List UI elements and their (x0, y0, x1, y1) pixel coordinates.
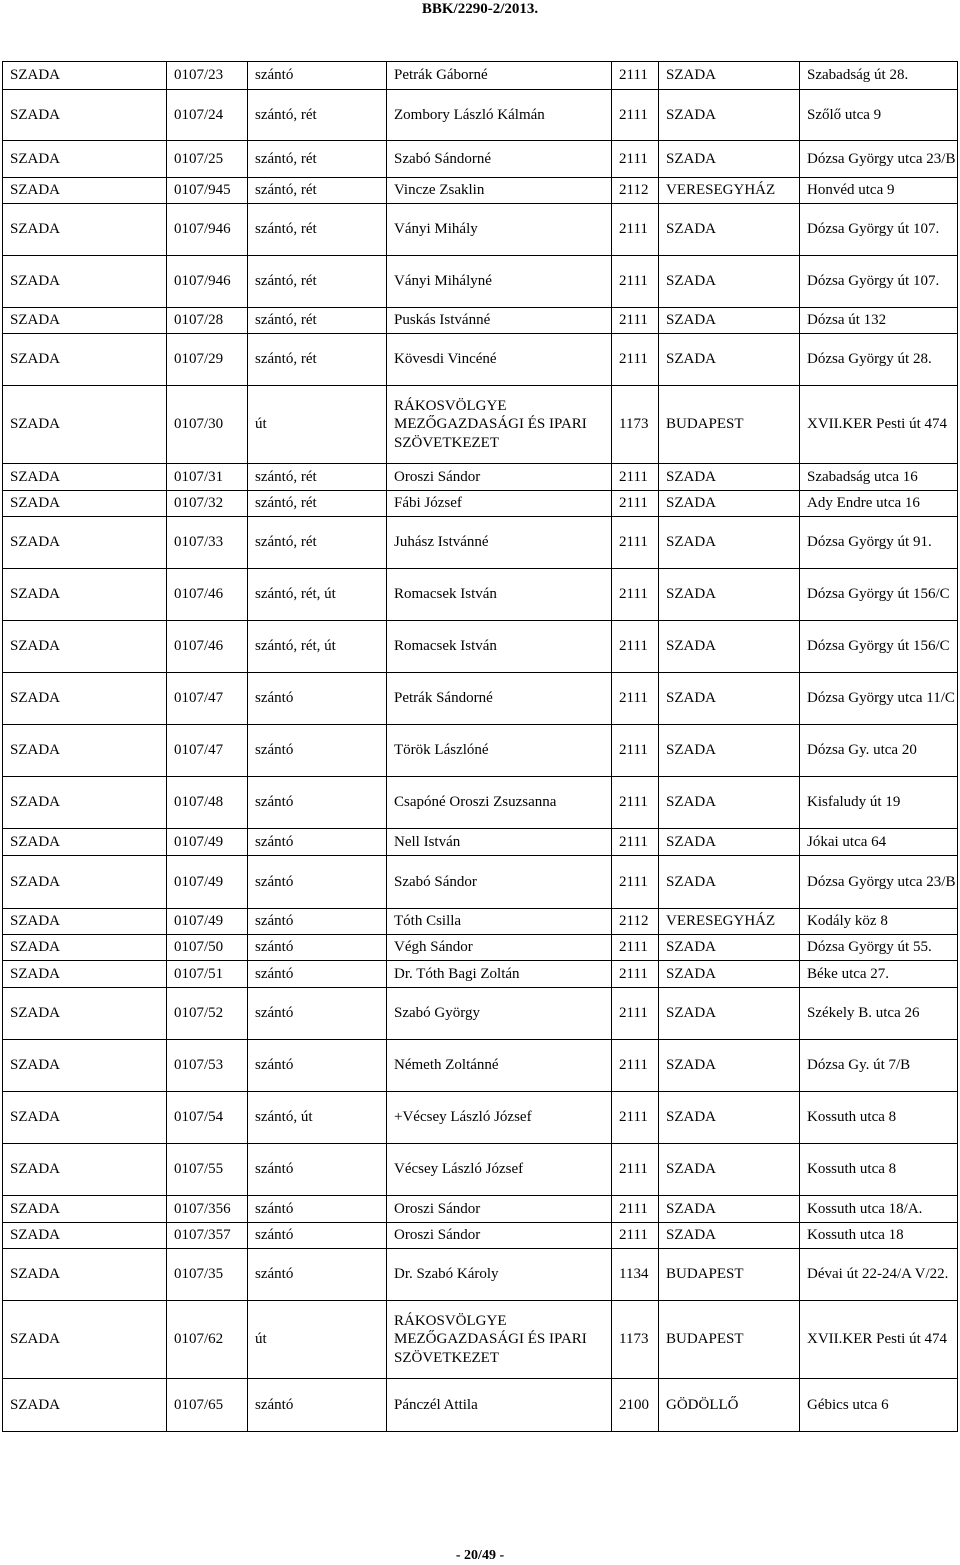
city-cell: SZADA (659, 673, 800, 725)
city-cell: SZADA (659, 256, 800, 308)
postal-code-cell: 2111 (612, 141, 659, 178)
city-cell: SZADA (659, 308, 800, 334)
postal-code-cell: 2111 (612, 569, 659, 621)
municipality-cell: SZADA (3, 1249, 167, 1301)
municipality-cell: SZADA (3, 988, 167, 1040)
page-number: - 20/49 - (455, 1548, 505, 1563)
land-use-cell: szántó (248, 856, 387, 909)
city-cell: SZADA (659, 464, 800, 491)
postal-code-cell: 2111 (612, 988, 659, 1040)
address-cell: Dózsa György út 55. (800, 935, 958, 961)
table-row (3, 829, 958, 856)
municipality-cell: SZADA (3, 464, 167, 491)
table-row (3, 673, 958, 725)
owner-name-cell: Tóth Csilla (387, 909, 612, 935)
parcel-number-cell: 0107/53 (167, 1040, 248, 1092)
postal-code-cell: 2111 (612, 856, 659, 909)
parcel-number-cell: 0107/46 (167, 569, 248, 621)
city-cell: SZADA (659, 517, 800, 569)
land-use-cell: szántó, út (248, 1092, 387, 1144)
address-cell: Dózsa György út 156/C (800, 621, 958, 673)
owner-name-cell: Zombory László Kálmán (387, 90, 612, 141)
land-use-cell: szántó (248, 725, 387, 777)
city-cell: SZADA (659, 935, 800, 961)
address-cell: Dózsa György út 156/C (800, 569, 958, 621)
postal-code-cell: 2112 (612, 909, 659, 935)
address-cell: XVII.KER Pesti út 474 (800, 386, 958, 464)
owner-name-cell: Juhász Istvánné (387, 517, 612, 569)
municipality-cell: SZADA (3, 491, 167, 517)
address-cell: Ady Endre utca 16 (800, 491, 958, 517)
address-cell: Kossuth utca 8 (800, 1092, 958, 1144)
city-cell: SZADA (659, 1196, 800, 1223)
table-row (3, 1092, 958, 1144)
parcel-number-cell: 0107/54 (167, 1092, 248, 1144)
table-row (3, 464, 958, 491)
land-use-cell: szántó, rét, út (248, 569, 387, 621)
postal-code-cell: 2111 (612, 777, 659, 829)
owner-name-cell: Szabó Sándorné (387, 141, 612, 178)
land-use-cell: szántó (248, 988, 387, 1040)
owner-name-cell: Szabó Sándor (387, 856, 612, 909)
owner-name-cell: RÁKOSVÖLGYE MEZŐGAZDASÁGI ÉS IPARI SZÖVETKEZET (387, 1301, 612, 1379)
table-row (3, 909, 958, 935)
address-cell: Gébics utca 6 (800, 1379, 958, 1432)
municipality-cell: SZADA (3, 777, 167, 829)
address-cell: Dévai út 22-24/A V/22. (800, 1249, 958, 1301)
address-cell: Dózsa György utca 23/B (800, 141, 958, 178)
city-cell: SZADA (659, 856, 800, 909)
table-row (3, 491, 958, 517)
municipality-cell: SZADA (3, 829, 167, 856)
address-cell: Dózsa György utca 23/B (800, 856, 958, 909)
address-cell: Dózsa György út 107. (800, 204, 958, 256)
postal-code-cell: 2111 (612, 62, 659, 90)
table-row (3, 1144, 958, 1196)
parcel-number-cell: 0107/62 (167, 1301, 248, 1379)
table-row (3, 569, 958, 621)
land-use-cell: szántó, rét (248, 256, 387, 308)
owner-name-cell: Fábi József (387, 491, 612, 517)
owner-name-cell: RÁKOSVÖLGYE MEZŐGAZDASÁGI ÉS IPARI SZÖVETKEZET (387, 386, 612, 464)
city-cell: SZADA (659, 491, 800, 517)
postal-code-cell: 2111 (612, 1223, 659, 1249)
parcel-number-cell: 0107/65 (167, 1379, 248, 1432)
owner-name-cell: Török Lászlóné (387, 725, 612, 777)
parcel-number-cell: 0107/50 (167, 935, 248, 961)
land-use-cell: szántó, rét (248, 464, 387, 491)
land-use-cell: szántó, rét (248, 491, 387, 517)
table-row (3, 1249, 958, 1301)
city-cell: SZADA (659, 569, 800, 621)
table-row (3, 621, 958, 673)
owner-name-cell: Puskás Istvánné (387, 308, 612, 334)
owner-name-cell: Csapóné Oroszi Zsuzsanna (387, 777, 612, 829)
municipality-cell: SZADA (3, 256, 167, 308)
city-cell: BUDAPEST (659, 386, 800, 464)
municipality-cell: SZADA (3, 1301, 167, 1379)
table-row (3, 935, 958, 961)
postal-code-cell: 2111 (612, 464, 659, 491)
municipality-cell: SZADA (3, 178, 167, 204)
land-use-cell: út (248, 386, 387, 464)
owner-name-cell: Kövesdi Vincéné (387, 334, 612, 386)
owner-name-cell: Romacsek István (387, 621, 612, 673)
owner-name-cell: Pánczél Attila (387, 1379, 612, 1432)
table-body (3, 62, 958, 1432)
parcel-number-cell: 0107/30 (167, 386, 248, 464)
parcel-number-cell: 0107/33 (167, 517, 248, 569)
municipality-cell: SZADA (3, 517, 167, 569)
address-cell: Kisfaludy út 19 (800, 777, 958, 829)
table-row (3, 334, 958, 386)
land-use-cell: szántó (248, 62, 387, 90)
city-cell: SZADA (659, 725, 800, 777)
owner-name-cell: Németh Zoltánné (387, 1040, 612, 1092)
municipality-cell: SZADA (3, 1379, 167, 1432)
table-row (3, 1301, 958, 1379)
address-cell: Szabadság utca 16 (800, 464, 958, 491)
postal-code-cell: 2111 (612, 1092, 659, 1144)
municipality-cell: SZADA (3, 725, 167, 777)
address-cell: Dózsa György út 107. (800, 256, 958, 308)
table-row (3, 256, 958, 308)
postal-code-cell: 2111 (612, 621, 659, 673)
postal-code-cell: 2111 (612, 308, 659, 334)
municipality-cell: SZADA (3, 961, 167, 988)
postal-code-cell: 2112 (612, 178, 659, 204)
municipality-cell: SZADA (3, 1223, 167, 1249)
municipality-cell: SZADA (3, 141, 167, 178)
parcel-number-cell: 0107/35 (167, 1249, 248, 1301)
owner-name-cell: Romacsek István (387, 569, 612, 621)
owner-name-cell: Ványi Mihály (387, 204, 612, 256)
parcel-number-cell: 0107/49 (167, 856, 248, 909)
parcel-number-cell: 0107/23 (167, 62, 248, 90)
land-use-cell: szántó, rét (248, 308, 387, 334)
municipality-cell: SZADA (3, 1092, 167, 1144)
land-use-cell: szántó (248, 829, 387, 856)
address-cell: XVII.KER Pesti út 474 (800, 1301, 958, 1379)
municipality-cell: SZADA (3, 935, 167, 961)
address-cell: Kodály köz 8 (800, 909, 958, 935)
parcel-number-cell: 0107/946 (167, 256, 248, 308)
parcel-number-cell: 0107/945 (167, 178, 248, 204)
owner-name-cell: Vécsey László József (387, 1144, 612, 1196)
municipality-cell: SZADA (3, 204, 167, 256)
owner-name-cell: Petrák Gáborné (387, 62, 612, 90)
parcel-number-cell: 0107/24 (167, 90, 248, 141)
owner-name-cell: Vincze Zsaklin (387, 178, 612, 204)
owner-name-cell: Petrák Sándorné (387, 673, 612, 725)
owner-name-cell: Oroszi Sándor (387, 464, 612, 491)
owner-name-cell: Dr. Szabó Károly (387, 1249, 612, 1301)
parcel-number-cell: 0107/49 (167, 829, 248, 856)
land-use-cell: szántó (248, 673, 387, 725)
postal-code-cell: 2111 (612, 256, 659, 308)
owner-name-cell: Dr. Tóth Bagi Zoltán (387, 961, 612, 988)
address-cell: Jókai utca 64 (800, 829, 958, 856)
land-use-cell: szántó (248, 777, 387, 829)
table-row (3, 988, 958, 1040)
postal-code-cell: 1173 (612, 386, 659, 464)
owner-name-cell: Oroszi Sándor (387, 1196, 612, 1223)
address-cell: Dózsa György út 28. (800, 334, 958, 386)
parcel-number-cell: 0107/946 (167, 204, 248, 256)
land-parcel-table (2, 61, 958, 1432)
postal-code-cell: 2111 (612, 491, 659, 517)
address-cell: Dózsa Gy. utca 20 (800, 725, 958, 777)
address-cell: Kossuth utca 18/A. (800, 1196, 958, 1223)
land-use-cell: szántó (248, 1223, 387, 1249)
city-cell: SZADA (659, 1040, 800, 1092)
land-use-cell: szántó (248, 1196, 387, 1223)
address-cell: Szőlő utca 9 (800, 90, 958, 141)
document-id-header: BBK/2290-2/2013. (421, 1, 539, 17)
city-cell: SZADA (659, 141, 800, 178)
municipality-cell: SZADA (3, 1144, 167, 1196)
postal-code-cell: 2100 (612, 1379, 659, 1432)
land-use-cell: szántó (248, 961, 387, 988)
municipality-cell: SZADA (3, 1196, 167, 1223)
city-cell: SZADA (659, 90, 800, 141)
postal-code-cell: 2111 (612, 829, 659, 856)
table-row (3, 777, 958, 829)
address-cell: Dózsa Gy. út 7/B (800, 1040, 958, 1092)
municipality-cell: SZADA (3, 90, 167, 141)
land-use-cell: szántó (248, 1249, 387, 1301)
owner-name-cell: Ványi Mihályné (387, 256, 612, 308)
address-cell: Szabadság út 28. (800, 62, 958, 90)
city-cell: SZADA (659, 1144, 800, 1196)
table-row (3, 62, 958, 90)
parcel-number-cell: 0107/31 (167, 464, 248, 491)
city-cell: BUDAPEST (659, 1301, 800, 1379)
city-cell: SZADA (659, 1223, 800, 1249)
municipality-cell: SZADA (3, 62, 167, 90)
city-cell: SZADA (659, 961, 800, 988)
address-cell: Béke utca 27. (800, 961, 958, 988)
land-use-cell: szántó, rét (248, 141, 387, 178)
land-use-cell: szántó, rét (248, 334, 387, 386)
postal-code-cell: 2111 (612, 673, 659, 725)
parcel-number-cell: 0107/55 (167, 1144, 248, 1196)
municipality-cell: SZADA (3, 1040, 167, 1092)
land-use-cell: szántó (248, 1040, 387, 1092)
city-cell: VERESEGYHÁZ (659, 178, 800, 204)
owner-name-cell: Nell István (387, 829, 612, 856)
parcel-number-cell: 0107/49 (167, 909, 248, 935)
parcel-number-cell: 0107/32 (167, 491, 248, 517)
parcel-number-cell: 0107/357 (167, 1223, 248, 1249)
land-use-cell: szántó, rét (248, 90, 387, 141)
city-cell: SZADA (659, 829, 800, 856)
table-row (3, 1040, 958, 1092)
land-use-cell: út (248, 1301, 387, 1379)
table-row (3, 204, 958, 256)
table-row (3, 1196, 958, 1223)
table-row (3, 1223, 958, 1249)
parcel-number-cell: 0107/25 (167, 141, 248, 178)
city-cell: VERESEGYHÁZ (659, 909, 800, 935)
land-use-cell: szántó, rét, út (248, 621, 387, 673)
land-use-cell: szántó (248, 1379, 387, 1432)
city-cell: SZADA (659, 621, 800, 673)
parcel-number-cell: 0107/28 (167, 308, 248, 334)
city-cell: SZADA (659, 988, 800, 1040)
parcel-number-cell: 0107/51 (167, 961, 248, 988)
table-row (3, 386, 958, 464)
land-use-cell: szántó (248, 935, 387, 961)
owner-name-cell: +Vécsey László József (387, 1092, 612, 1144)
land-use-cell: szántó (248, 909, 387, 935)
parcel-number-cell: 0107/48 (167, 777, 248, 829)
address-cell: Honvéd utca 9 (800, 178, 958, 204)
municipality-cell: SZADA (3, 308, 167, 334)
postal-code-cell: 2111 (612, 90, 659, 141)
postal-code-cell: 1134 (612, 1249, 659, 1301)
city-cell: SZADA (659, 334, 800, 386)
table-row (3, 856, 958, 909)
owner-name-cell: Szabó György (387, 988, 612, 1040)
parcel-number-cell: 0107/47 (167, 673, 248, 725)
parcel-number-cell: 0107/52 (167, 988, 248, 1040)
postal-code-cell: 2111 (612, 935, 659, 961)
postal-code-cell: 2111 (612, 334, 659, 386)
parcel-number-cell: 0107/356 (167, 1196, 248, 1223)
land-use-cell: szántó (248, 1144, 387, 1196)
city-cell: SZADA (659, 204, 800, 256)
postal-code-cell: 2111 (612, 517, 659, 569)
table-row (3, 90, 958, 141)
postal-code-cell: 2111 (612, 1144, 659, 1196)
table-row (3, 961, 958, 988)
city-cell: SZADA (659, 1092, 800, 1144)
municipality-cell: SZADA (3, 386, 167, 464)
city-cell: SZADA (659, 62, 800, 90)
parcel-number-cell: 0107/46 (167, 621, 248, 673)
table-row (3, 308, 958, 334)
land-use-cell: szántó, rét (248, 517, 387, 569)
city-cell: BUDAPEST (659, 1249, 800, 1301)
municipality-cell: SZADA (3, 673, 167, 725)
postal-code-cell: 2111 (612, 725, 659, 777)
city-cell: GÖDÖLLŐ (659, 1379, 800, 1432)
table-row (3, 725, 958, 777)
table-row (3, 517, 958, 569)
municipality-cell: SZADA (3, 569, 167, 621)
municipality-cell: SZADA (3, 909, 167, 935)
postal-code-cell: 1173 (612, 1301, 659, 1379)
table-row (3, 141, 958, 178)
land-use-cell: szántó, rét (248, 204, 387, 256)
land-use-cell: szántó, rét (248, 178, 387, 204)
postal-code-cell: 2111 (612, 961, 659, 988)
postal-code-cell: 2111 (612, 1196, 659, 1223)
address-cell: Kossuth utca 18 (800, 1223, 958, 1249)
owner-name-cell: Végh Sándor (387, 935, 612, 961)
address-cell: Dózsa György út 91. (800, 517, 958, 569)
address-cell: Kossuth utca 8 (800, 1144, 958, 1196)
postal-code-cell: 2111 (612, 1040, 659, 1092)
municipality-cell: SZADA (3, 856, 167, 909)
address-cell: Székely B. utca 26 (800, 988, 958, 1040)
municipality-cell: SZADA (3, 334, 167, 386)
parcel-number-cell: 0107/47 (167, 725, 248, 777)
table-row (3, 178, 958, 204)
postal-code-cell: 2111 (612, 204, 659, 256)
address-cell: Dózsa út 132 (800, 308, 958, 334)
municipality-cell: SZADA (3, 621, 167, 673)
address-cell: Dózsa György utca 11/C (800, 673, 958, 725)
owner-name-cell: Oroszi Sándor (387, 1223, 612, 1249)
city-cell: SZADA (659, 777, 800, 829)
table-row (3, 1379, 958, 1432)
parcel-number-cell: 0107/29 (167, 334, 248, 386)
